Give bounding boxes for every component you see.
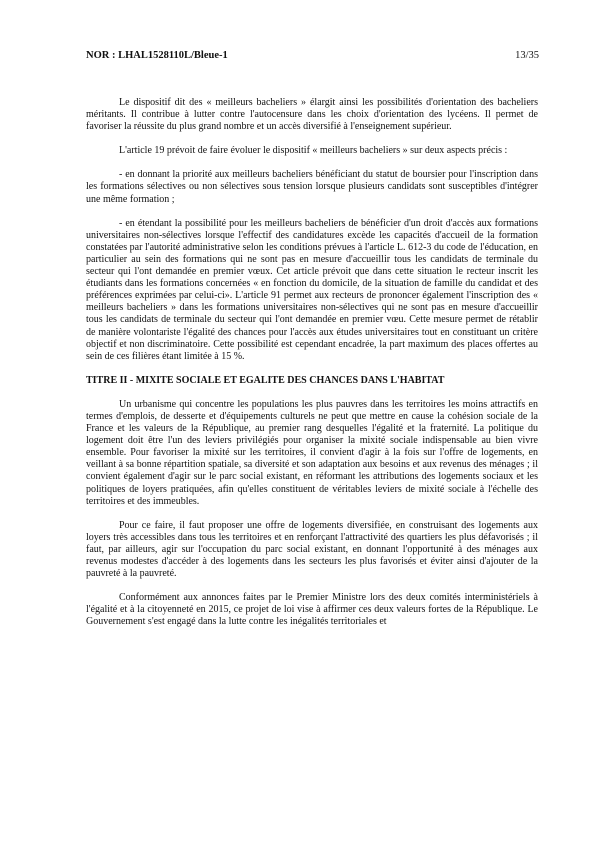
page-number: 13/35 [515,50,539,61]
paragraph: - en donnant la priorité aux meilleurs bacheliers bénéficiant du statut de boursier pour l'inscription dans les formations sélectives ou non sélectives sous tension lorsque plusieurs candidats sont susceptibles d'intégrer une même formation ; [86,169,538,205]
paragraph: Pour ce faire, il faut proposer une offre de logements diversifiée, en construisant des logements aux loyers très accessibles dans tous les territoires et en renforçant l'attractivité des quartiers les plus défavorisés ; il faut, par ailleurs, agir sur l'occupation du parc social existant, en donnant l'opportunité à des ménages aux revenus modestes d'accéder à des logements dans les secteurs les plus favorisés et éviter ainsi d'ajouter de la pauvreté à la pauvreté. [86,519,538,580]
section-heading: TITRE II - MIXITE SOCIALE ET EGALITE DES CHANCES DANS L'HABITAT [86,374,445,386]
paragraph: Le dispositif dit des « meilleurs bacheliers » élargit ainsi les possibilités d'orientation des bacheliers méritants. Il contribue à lutter contre l'autocensure dans les choix d'orientation des lycéens. Il permet de favoriser la réussite du plus grand nombre et un accès diversifié à l'enseignement supérieur. [86,97,538,133]
paragraph: L'article 19 prévoit de faire évoluer le dispositif « meilleurs bacheliers » sur deux aspects précis : [119,145,508,157]
document-body [86,97,538,640]
paragraph: - en étendant la possibilité pour les meilleurs bacheliers de bénéficier d'un droit d'accès aux formations universitaires non-sélectives lorsque l'effectif des candidatures excède les capacités d'accueil de la formation constatées par l'autorité administrative selon les conditions prévues à l'article L. 612-3 du code de l'éducation, en particulier au sein des formations qui ne sont pas en mesure d'accueillir tous les candidats de terminale du secteur qui l'ont demandée en premier vœux. Cet article prévoit que dans cette situation le recteur inscrit les étudiants dans les formations concernées « en fonction du domicile, de la situation de famille du candidat et des préférences exprimées par celui-ci». L'article 91 permet aux recteurs de prononcer également l'inscription des « meilleurs bacheliers » dans les formations universitaires non-sélectives qui ne sont pas en mesure d'accueillir tous les candidats de terminale du secteur qui l'ont demandée en premier vœu. Cette mesure permet de rétablir de manière volontariste l'égalité des chances pour l'accès aux études universitaires tout en constituant un critère objectif et non discriminatoire. Cette possibilité est cependant encadrée, la part maximum des places offertes au sein de ces filières étant limitée à 15 %. [86,217,538,362]
document-reference: NOR : LHAL1528110L/Bleue-1 [86,50,228,61]
paragraph: Un urbanisme qui concentre les populations les plus pauvres dans les territoires les moins attractifs en termes d'emplois, de desserte et d'équipements culturels ne peut que mettre en cause la cohésion sociale de la France et les valeurs de la République, au premier rang desquelles l'égalité et la fraternité. La politique du logement doit être l'un des leviers privilégiés pour organiser la mixité sociale indispensable au bien vivre ensemble. Pour favoriser la mixité sur les territoires, il convient d'agir à la fois sur l'offre de logements, en veillant à sa bonne répartition spatiale, sa diversité et son adaptation aux besoins et aux revenus des ménages ; il convient également d'agir sur le parc social existant, en réformant les attributions des logements sociaux et les politiques de loyers pratiquées, afin qu'elles constituent de véritables leviers de mixité sociale à l'échelle des territoires et des immeubles. [86,398,538,507]
paragraph: Conformément aux annonces faites par le Premier Ministre lors des deux comités interministériels à l'égalité et à la citoyenneté en 2015, ce projet de loi vise à affirmer ces deux valeurs fortes de la République. Le Gouvernement s'est engagé dans la lutte contre les inégalités territoriales et [86,592,538,628]
